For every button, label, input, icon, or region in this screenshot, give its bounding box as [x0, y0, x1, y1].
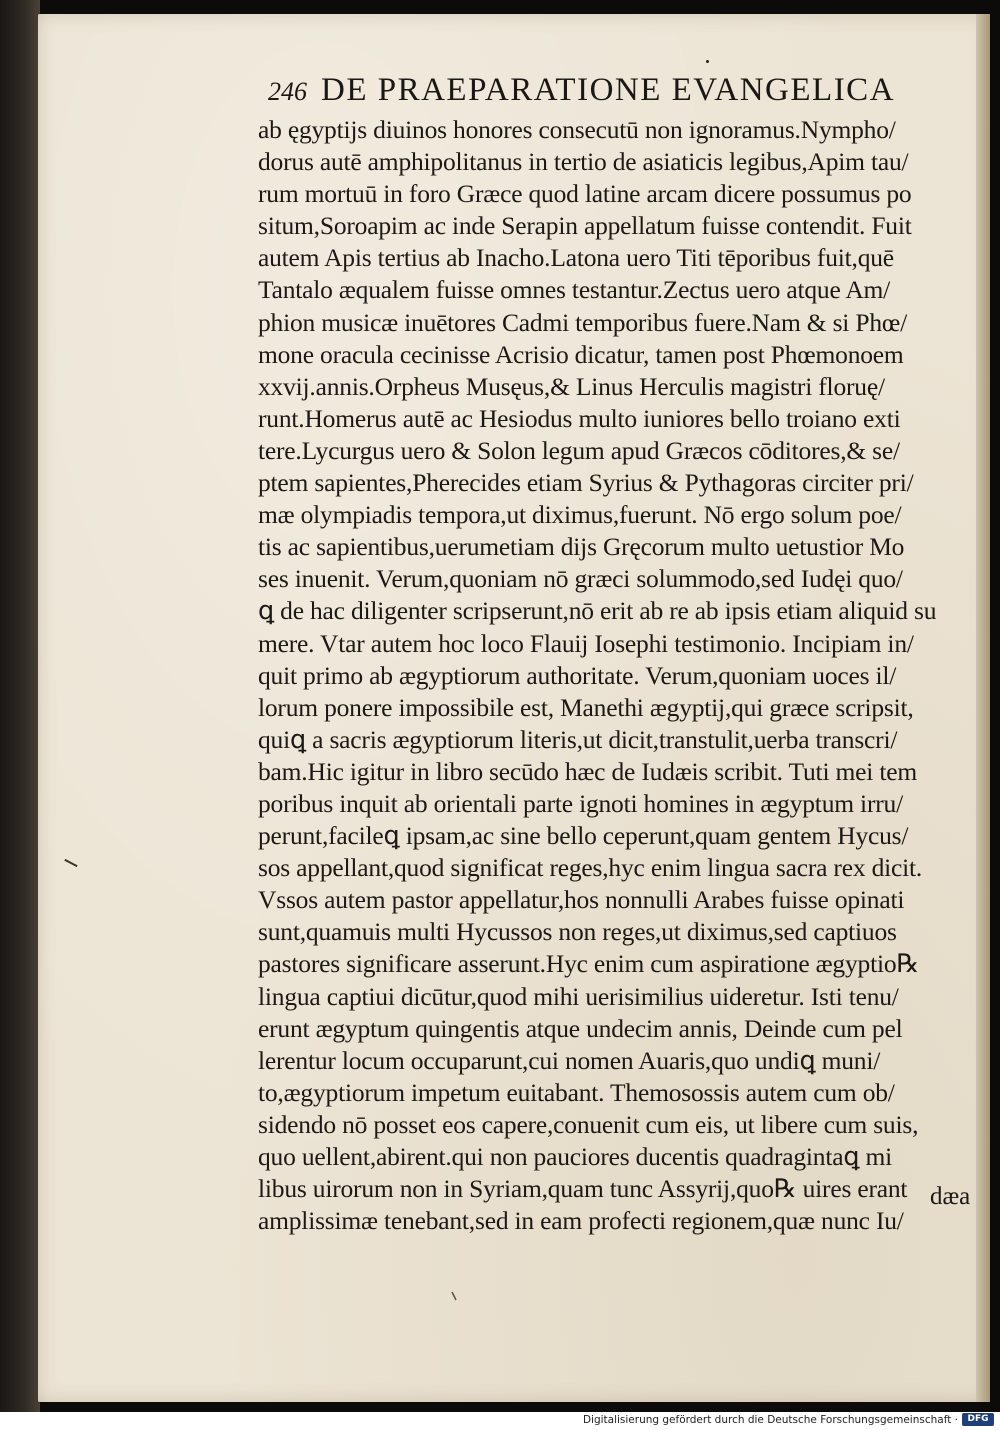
running-head — [268, 72, 895, 109]
text-line: tis ac sapientibus,uerumetiam dijs Gręcorum multo uetustior Mo — [258, 532, 905, 562]
dfg-logo: DFG — [962, 1413, 994, 1426]
text-line: bam.Hic igitur in libro secūdo hæc de Iudæis scribit. Tuti mei tem — [258, 756, 917, 786]
text-line: quit primo ab ægyptiorum authoritate. Verum,quoniam uoces il/ — [258, 660, 897, 690]
body-text — [258, 114, 978, 1237]
text-line: lerentur locum occuparunt,cui nomen Auaris,quo undiꝗ muni/ — [258, 1045, 881, 1075]
text-line: situm,Soroapim ac inde Serapin appellatum fuisse contendit. Fuit — [258, 211, 912, 241]
text-line: Vssos autem pastor appellatur,hos nonnulli Arabes fuisse opinati — [258, 885, 905, 915]
text-line: rum mortuū in foro Græce quod latine arcam dicere possumus po — [258, 179, 912, 209]
text-line: mere. Vtar autem hoc loco Flauij Iosephi testimonio. Incipiam in/ — [258, 628, 914, 658]
text-line: phion musicæ inuētores Cadmi temporibus fuere.Nam & si Phœ/ — [258, 307, 907, 337]
text-line: libus uirorum non in Syriam,quam tunc Assyrij,quo℞ uires erant — [258, 1174, 908, 1204]
running-head-title: DE PRAEPARATIONE EVANGELICA — [321, 72, 896, 108]
text-line: ptem sapientes,Pherecides etiam Syrius & Pythagoras circiter pri/ — [258, 468, 914, 498]
ink-dot — [706, 60, 709, 63]
paper-speck — [440, 1290, 470, 1310]
text-line: sidendo nō posset eos capere,conuenit cum eis, ut libere cum suis, — [258, 1109, 919, 1139]
text-line: ꝗ de hac diligenter scripserunt,nō erit ab re ab ipsis etiam aliquid su — [258, 596, 937, 626]
page-number: 246 — [268, 77, 307, 106]
text-line: to,ægyptiorum impetum euitabant. Themosossis autem cum ob/ — [258, 1077, 895, 1107]
text-line: quiꝗ a sacris ægyptiorum literis,ut dicit,transtulit,uerba transcri/ — [258, 724, 898, 754]
text-line: tere.Lycurgus uero & Solon legum apud Græcos cōditores,& se/ — [258, 435, 900, 465]
text-line: erunt ægyptum quingentis atque undecim annis, Deinde cum pel — [258, 1013, 903, 1043]
text-line: xxvij.annis.Orpheus Musęus,& Linus Herculis magistri floruę/ — [258, 371, 885, 401]
digitization-credit: Digitalisierung gefördert durch die Deutsche Forschungsgemeinschaft · — [582, 1414, 958, 1426]
text-line: amplissimæ tenebant,sed in eam profecti regionem,quæ nunc Iu/ — [258, 1206, 904, 1236]
page-edge — [976, 14, 990, 1402]
text-line: ab ęgyptijs diuinos honores consecutū non ignoramus.Nympho/ — [258, 115, 896, 144]
text-line: pastores significare asserunt.Hyc enim cum aspiratione ægyptio℞ — [258, 949, 920, 979]
text-line: autem Apis tertius ab Inacho.Latona uero Titi tēporibus fuit,quē — [258, 243, 894, 273]
text-line: lorum ponere impossibile est, Manethi ægyptij,qui græce scripsit, — [258, 692, 914, 722]
text-line: sos appellant,quod significat reges,hyc enim lingua sacra rex dicit. — [258, 853, 923, 883]
text-line: perunt,facileꝗ ipsam,ac sine bello ceperunt,quam gentem Hycus/ — [258, 821, 909, 851]
text-line: runt.Homerus autē ac Hesiodus multo iuniores bello troiano exti — [258, 403, 901, 433]
text-line: Tantalo æqualem fuisse omnes testantur.Zectus uero atque Am/ — [258, 275, 891, 305]
text-line: mone oracula cecinisse Acrisio dicatur, tamen post Phœmonoem — [258, 339, 904, 369]
text-line: lingua captiui dicūtur,quod mihi uerisimilius uideretur. Isti tenu/ — [258, 981, 899, 1011]
text-line: mæ olympiadis tempora,ut diximus,fuerunt. Nō ergo solum poe/ — [258, 500, 902, 530]
text-line: quo uellent,abirent.qui non pauciores ducentis quadragintaꝗ mi — [258, 1142, 893, 1171]
text-line: dorus autē amphipolitanus in tertio de asiaticis legibus,Apim tau/ — [258, 147, 909, 177]
catchword: dæa — [930, 1183, 971, 1210]
text-line: ses inuenit. Verum,quoniam nō græci solummodo,sed Iudęi quo/ — [258, 564, 903, 594]
text-line: poribus inquit ab orientali parte ignoti homines in ægyptum irru/ — [258, 788, 903, 818]
book-spine — [0, 0, 40, 1412]
text-line: sunt,quamuis multi Hycussos non reges,ut diximus,sed captiuos — [258, 917, 897, 947]
